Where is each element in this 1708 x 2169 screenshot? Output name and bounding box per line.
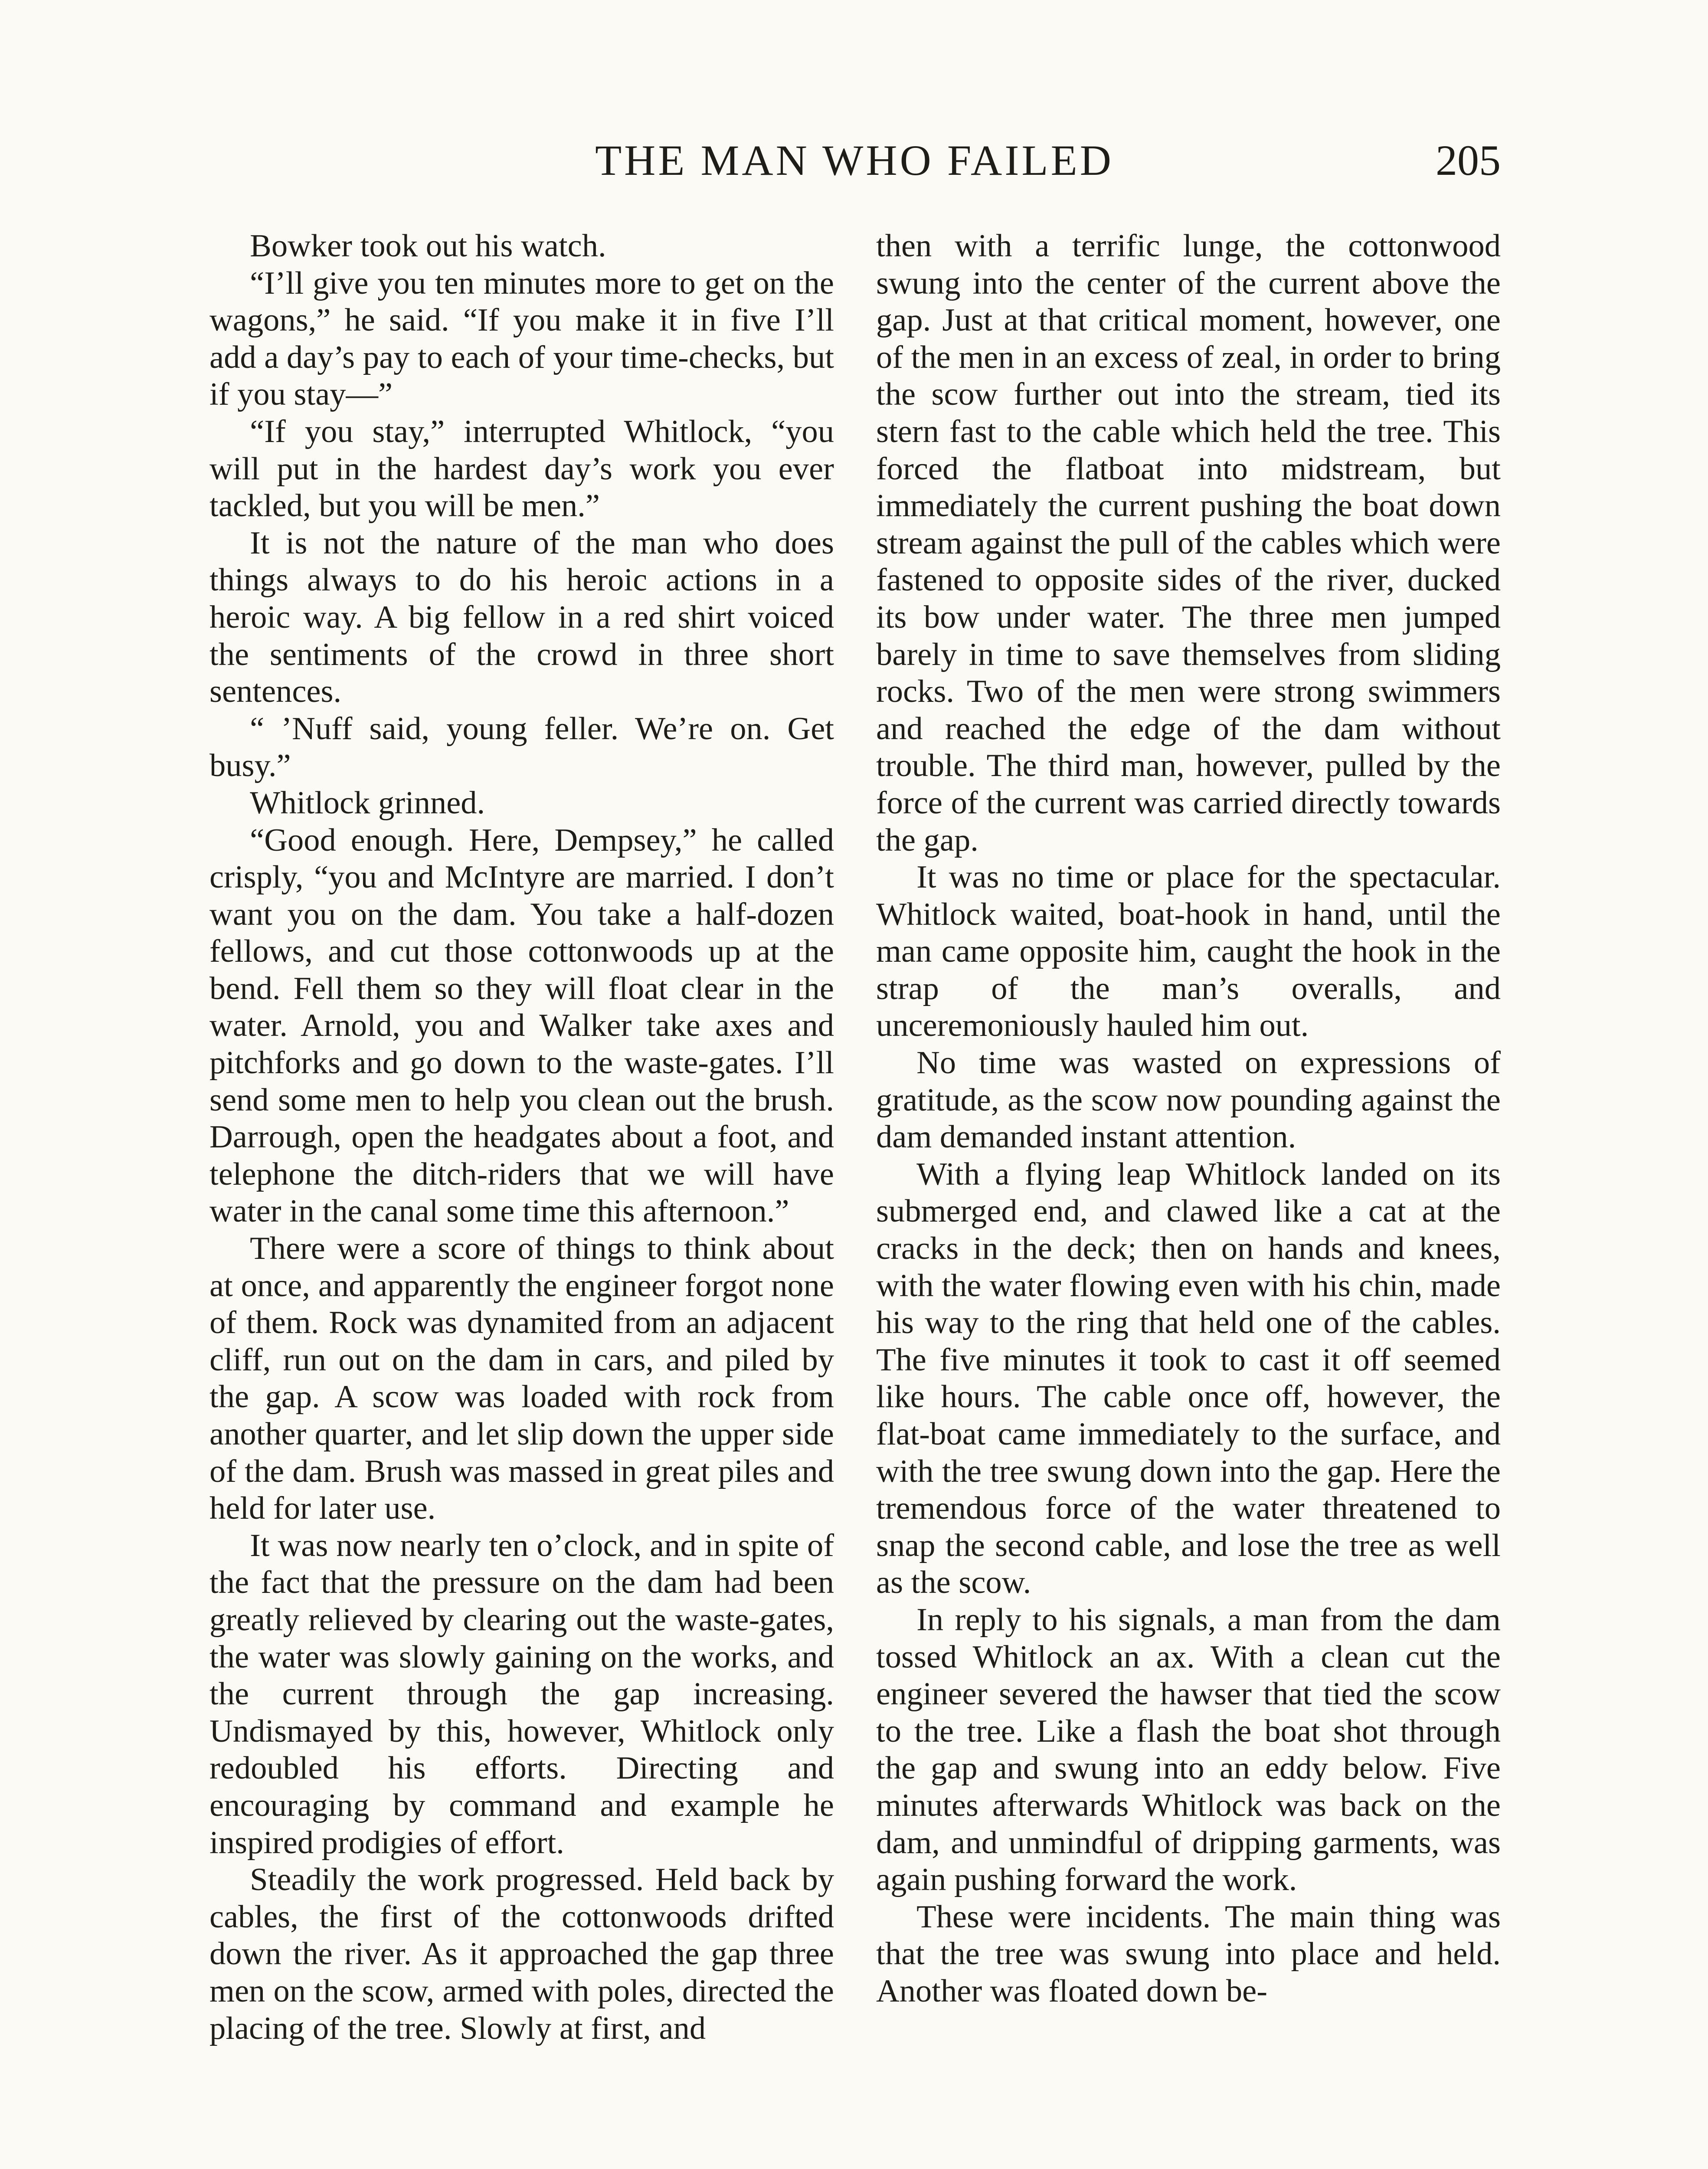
paragraph: “I’ll give you ten minutes more to get on the wagons,” he said. “If you make it in five I’ll add a day’s pay to each of your time-checks, but if you stay—” xyxy=(209,265,834,413)
paragraph: “Good enough. Here, Dempsey,” he called crisply, “you and McIntyre are married. I don’t want you on the dam. You take a half-dozen fellows, and cut those cottonwoods up at the bend. Fell them so they will float clear in the water. Arnold, you and Walker take axes and pitchforks and go down to the waste-gates. I’ll send some men to help you clean out the brush. Darrough, open the headgates about a foot, and telephone the ditch-riders that we will have water in the canal some time this afternoon.” xyxy=(209,822,834,1229)
paragraph: No time was wasted on expressions of gratitude, as the scow now pounding against the dam demanded instant attention. xyxy=(876,1045,1501,1155)
paragraph: There were a score of things to think about at once, and apparently the engineer forgot none of them. Rock was dynamited from an adjacent cliff, run out on the dam in cars, and piled by the gap. A scow was loaded with rock from another quarter, and let slip down the upper side of the dam. Brush was massed in great piles and held for later use. xyxy=(209,1231,834,1527)
paragraph: Bowker took out his watch. xyxy=(250,228,606,264)
left-column xyxy=(209,228,834,2047)
paragraph: It was now nearly ten o’clock, and in spite of the fact that the pressure on the dam had been greatly relieved by clearing out the waste-gates, the water was slowly gaining on the works, and the current through the gap increasing. Undismayed by this, however, Whitlock only redoubled his efforts. Directing and encouraging by command and example he inspired prodigies of effort. xyxy=(209,1527,834,1861)
paragraph: Whitlock grinned. xyxy=(250,785,485,821)
paragraph: Steadily the work progressed. Held back by cables, the first of the cottonwoods drifted down the river. As it approached the gap three men on the scow, armed with poles, directed the placing of the tree. Slowly at first, and xyxy=(209,1862,834,2046)
page-number: 205 xyxy=(1436,136,1501,184)
paragraph: With a flying leap Whitlock landed on its submerged end, and clawed like a cat at the cracks in the deck; then on hands and knees, with the water flowing even with his chin, made his way to the ring that held one of the cables. The five minutes it took to cast it off seemed like hours. The cable once off, however, the flat-boat came immediately to the surface, and with the tree swung down into the gap. Here the tremendous force of the water threatened to snap the second cable, and lose the tree as well as the scow. xyxy=(876,1156,1501,1601)
page-header xyxy=(208,130,1501,191)
paragraph: “ ’Nuff said, young feller. We’re on. Get busy.” xyxy=(209,711,834,784)
paragraph: In reply to his signals, a man from the dam tossed Whitlock an ax. With a clean cut the engineer severed the hawser that tied the scow to the tree. Like a flash the boat shot through the gap and swung into an eddy below. Five minutes afterwards Whitlock was back on the dam, and unmindful of dripping garments, was again pushing forward the work. xyxy=(876,1602,1501,1898)
paragraph: “If you stay,” interrupted Whitlock, “you will put in the hardest day’s work you ever tackled, but you will be men.” xyxy=(209,413,834,524)
paragraph: It was no time or place for the spectacular. Whitlock waited, boat-hook in hand, until the man came opposite him, caught the hook in the strap of the man’s overalls, and unceremoniously hauled him out. xyxy=(876,859,1501,1044)
right-column xyxy=(876,228,1501,2010)
running-title: THE MAN WHO FAILED xyxy=(595,136,1114,184)
paragraph-continued: then with a terrific lunge, the cottonwood swung into the center of the current above the gap. Just at that critical moment, however, one of the men in an excess of zeal, in order to bring the scow further out into the stream, tied its stern fast to the cable which held the tree. This forced the flatboat into midstream, but immediately the current pushing the boat down stream against the pull of the cables which were fastened to opposite sides of the river, ducked its bow under water. The three men jumped barely in time to save themselves from sliding rocks. Two of the men were strong swimmers and reached the edge of the dam without trouble. The third man, however, pulled by the force of the current was carried directly towards the gap. xyxy=(876,228,1501,858)
paragraph: These were incidents. The main thing was that the tree was swung into place and held. Another was floated down be- xyxy=(876,1899,1501,2009)
paragraph: It is not the nature of the man who does things always to do his heroic actions in a heroic way. A big fellow in a red shirt voiced the sentiments of the crowd in three short sentences. xyxy=(209,525,834,710)
